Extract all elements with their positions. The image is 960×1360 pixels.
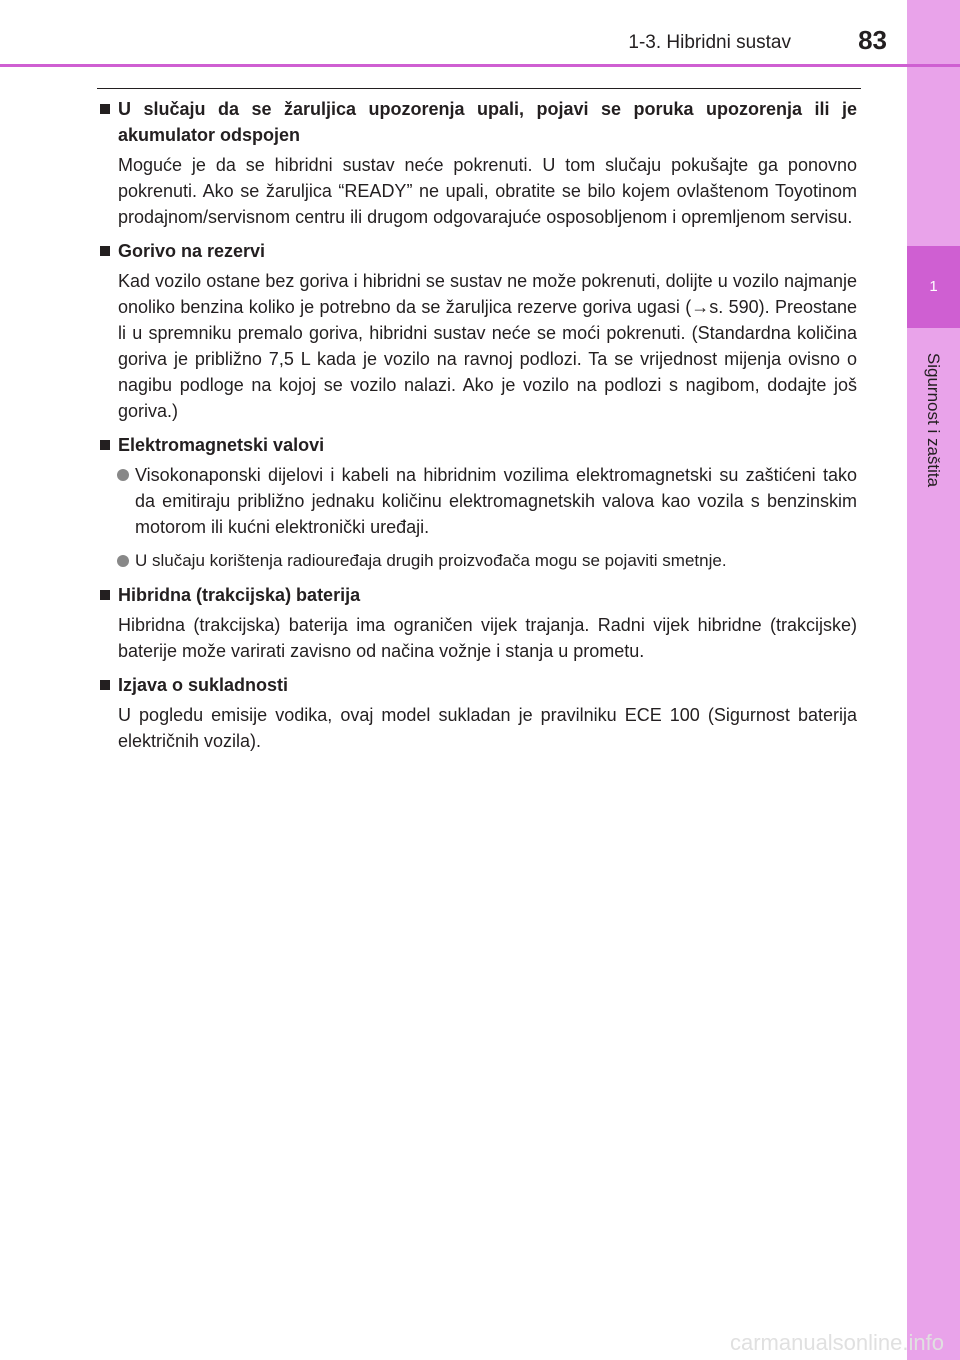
section-paragraph: Moguće je da se hibridni sustav neće pokrenuti. U tom slučaju pokušajte ga ponovno pokrenuti. Ako se žaruljica “READY” ne upali, obratite se bilo kojem ovlaštenom Toyotinom prodajnom/servisnom centru ili drugom odgovarajuće osposobljenom i opremljenom servisu.	[118, 155, 857, 227]
section-paragraph: Kad vozilo ostane bez goriva i hibridni se sustav ne može pokrenuti, dolijte u vozilo najmanje onoliko benzina koliko je potrebno da se žaruljica rezerve goriva ugasi (→s. 590). Preostane li u spremniku premalo goriva, hibridni sustav neće se moći pokrenuti. (Standardna količina goriva je približno 7,5 L kada je vozilo na ravnoj podlozi. Ta se vrijednost mijenja ovisno o nagibu podloge na kojoj se vozilo nalazi. Ako je vozilo na podlozi s nagibom, dodajte još goriva.)	[118, 271, 857, 421]
chapter-sidebar	[907, 0, 960, 1360]
list-item-text: Visokonaponski dijelovi i kabeli na hibridnim vozilima elektromagnetski su zaštićeni tako da emitiraju približno jednaku količinu elektromagnetskih valova kao vozila s benzinskim motorom ili kućni elektronički uređaji.	[135, 465, 857, 537]
square-bullet-icon	[100, 246, 110, 256]
circle-bullet-icon	[117, 555, 129, 567]
section-heading-text: Elektromagnetski valovi	[118, 435, 325, 455]
section-heading	[97, 432, 857, 458]
square-bullet-icon	[100, 590, 110, 600]
section-fuel-reserve	[97, 238, 857, 424]
chapter-number-tab: 1	[907, 246, 960, 328]
square-bullet-icon	[100, 680, 110, 690]
header-divider	[0, 64, 960, 67]
section-heading	[97, 96, 857, 148]
chapter-title: Sigurnost i zaštita	[924, 352, 943, 488]
section-paragraph: Hibridna (trakcijska) baterija ima ograničen vijek trajanja. Radni vijek hibridne (trakcijske) baterije može varirati zavisno od načina vožnje i stanja u prometu.	[118, 615, 857, 661]
section-warning-light	[97, 96, 857, 230]
page-number: 83	[858, 25, 887, 55]
section-heading-text: Gorivo na rezervi	[118, 241, 266, 261]
section-paragraph: U pogledu emisije vodika, ovaj model sukladan je pravilniku ECE 100 (Sigurnost baterija električnih vozila).	[118, 705, 857, 751]
section-electromagnetic-waves	[97, 432, 857, 574]
circle-bullet-icon	[117, 469, 129, 481]
square-bullet-icon	[100, 104, 110, 114]
square-bullet-icon	[100, 440, 110, 450]
section-heading-text: Izjava o sukladnosti	[118, 675, 289, 695]
list-item-text: U slučaju korištenja radiouređaja drugih proizvođača mogu se pojaviti smetnje.	[135, 551, 727, 570]
watermark: carmanualsonline.info	[729, 1330, 944, 1355]
section-title: 1-3. Hibridni sustav	[628, 32, 791, 53]
list-item	[97, 548, 857, 574]
page-content	[97, 96, 857, 762]
section-declaration-of-conformity	[97, 672, 857, 754]
section-heading	[97, 238, 857, 264]
content-top-rule	[97, 88, 861, 89]
list-item	[97, 462, 857, 540]
section-heading-text: Hibridna (trakcijska) baterija	[118, 585, 361, 605]
section-heading-text: U slučaju da se žaruljica upozorenja upali, pojavi se poruka upozorenja ili je akumulator odspojen	[118, 99, 857, 145]
section-heading	[97, 582, 857, 608]
section-hybrid-battery	[97, 582, 857, 664]
section-heading	[97, 672, 857, 698]
